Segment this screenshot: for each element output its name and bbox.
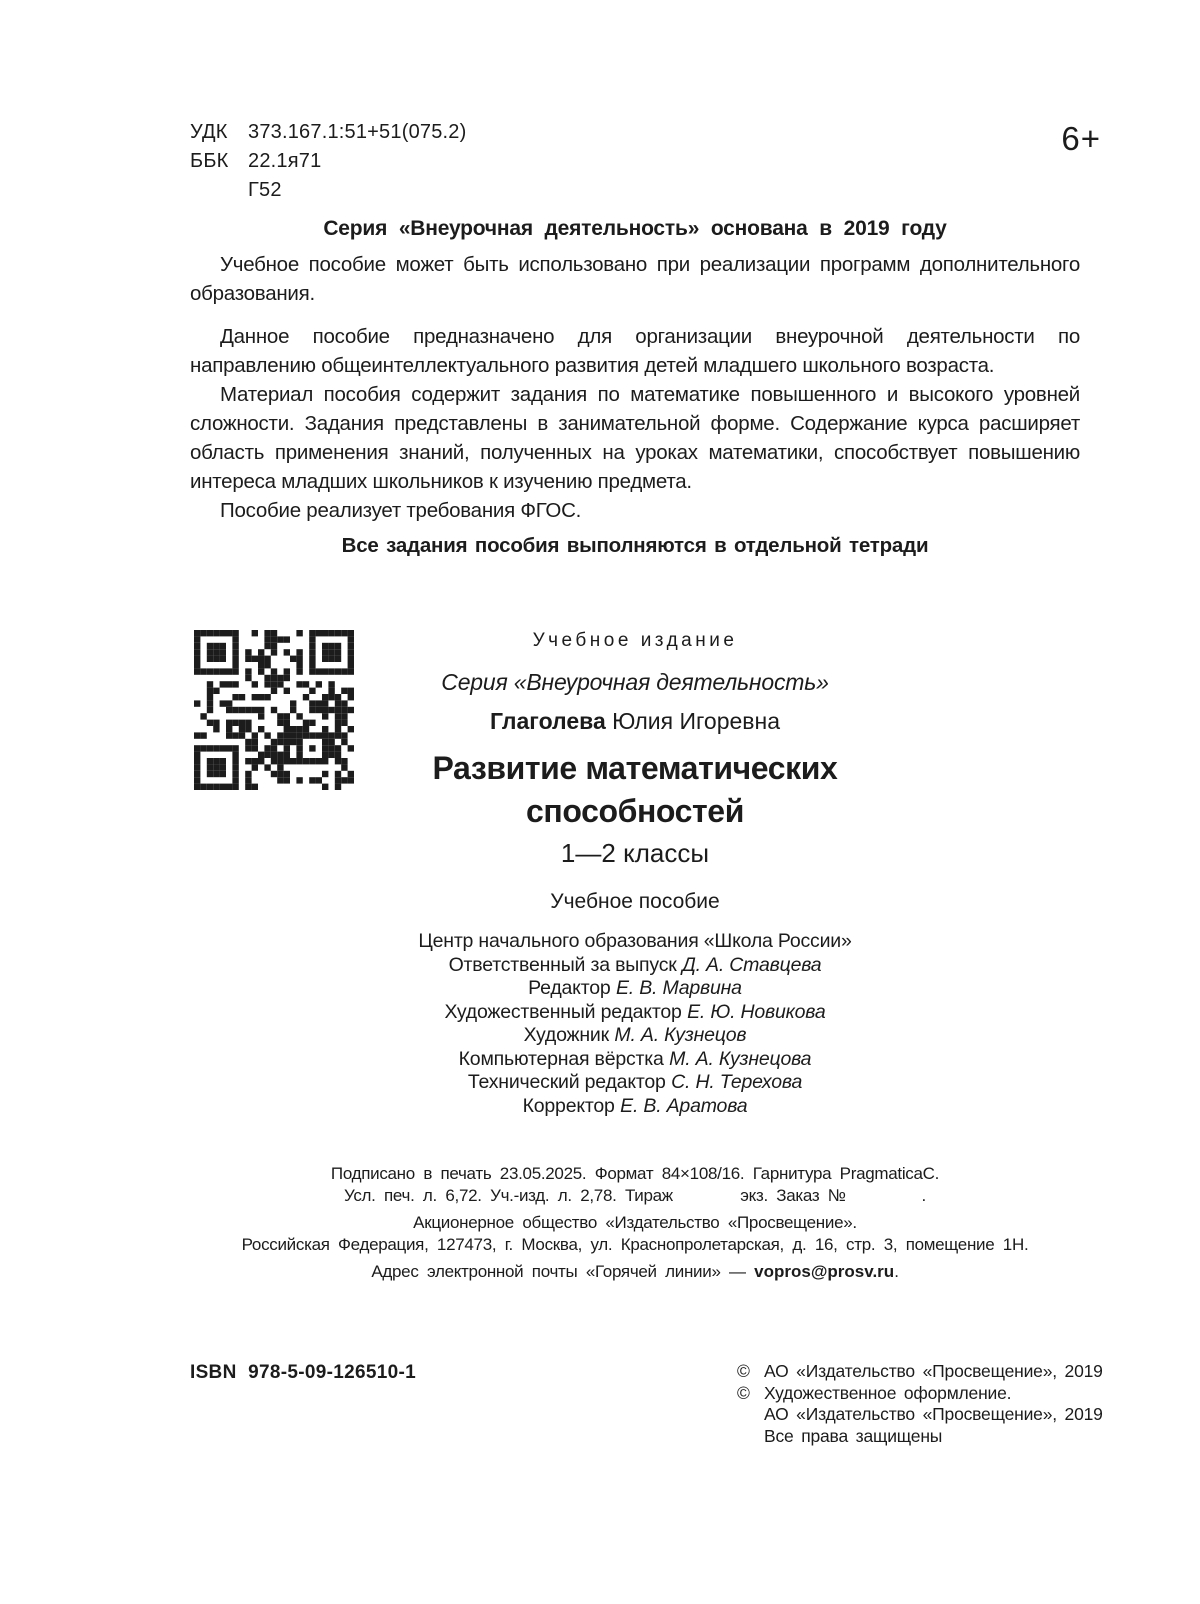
book-title-line2: способностей bbox=[526, 793, 744, 829]
credit-line: Корректор Е. В. Аратова bbox=[522, 1094, 748, 1117]
age-rating-badge: 6+ bbox=[1061, 120, 1101, 157]
book-title-line1: Развитие математических bbox=[432, 750, 838, 786]
annotation-paragraph: Учебное пособие может быть использовано при реализации программ дополнительного образования. bbox=[190, 253, 1080, 305]
classification-block bbox=[190, 118, 466, 205]
udk-value: 373.167.1:51+51(075.2) bbox=[248, 121, 467, 143]
credit-line: Центр начального образования «Школа России» bbox=[418, 930, 852, 952]
edition-block bbox=[190, 630, 1080, 1118]
udk-line bbox=[190, 118, 466, 147]
annotation-paragraph: Пособие реализует требования ФГОС. bbox=[220, 499, 582, 522]
print-imprint-block bbox=[190, 1163, 1080, 1283]
edition-kind: Учебное издание bbox=[532, 630, 738, 651]
author-given-names: Юлия Игоревна bbox=[612, 708, 780, 734]
copyright-block bbox=[737, 1361, 1103, 1447]
udk-label: УДК bbox=[190, 121, 228, 143]
annotation-block bbox=[190, 250, 1080, 525]
author-surname: Глаголева bbox=[490, 708, 606, 734]
publisher-address: Российская Федерация, 127473, г. Москва, ул. Краснопролетарская, д. 16, стр. 3, помещение 1Н. bbox=[241, 1235, 1029, 1254]
hotline-email-line: Адрес электронной почты «Горячей линии» — vopros@prosv.ru. bbox=[371, 1262, 899, 1281]
credit-line: Ответственный за выпуск Д. А. Ставцева bbox=[448, 953, 822, 976]
credit-line: Компьютерная вёрстка М. А. Кузнецова bbox=[458, 1047, 812, 1070]
grades-line: 1—2 классы bbox=[560, 838, 710, 868]
copyright-line: © Художественное оформление. bbox=[737, 1382, 1012, 1403]
author-sign-code: Г52 bbox=[248, 179, 282, 201]
copyright-line: Все права защищены bbox=[764, 1425, 943, 1446]
credit-line: Технический редактор С. Н. Терехова bbox=[467, 1071, 803, 1093]
workbook-note: Все задания пособия выполняются в отдельной тетради bbox=[341, 534, 929, 557]
copyright-sign: © bbox=[737, 1382, 750, 1403]
copyright-sign: © bbox=[737, 1361, 750, 1381]
bbk-label: ББК bbox=[190, 150, 229, 172]
author-line bbox=[190, 708, 1080, 735]
copyright-line: © АО «Издательство «Просвещение», 2019 bbox=[737, 1361, 1103, 1381]
credit-line: Художник М. А. Кузнецов bbox=[523, 1024, 747, 1046]
bbk-value: 22.1я71 bbox=[248, 150, 322, 172]
annotation-paragraph: Данное пособие предназначено для организации внеурочной деятельности по направлению общеинтеллектуального развития детей младшего школьного возраста. bbox=[190, 325, 1080, 377]
edition-subtitle: Учебное пособие bbox=[550, 890, 720, 913]
imprint-line: Усл. печ. л. 6,72. Уч.-изд. л. 2,78. Тираж экз. Заказ № . bbox=[344, 1186, 926, 1205]
publisher-line: Акционерное общество «Издательство «Просвещение». bbox=[413, 1213, 857, 1232]
imprint-line: Подписано в печать 23.05.2025. Формат 84×108/16. Гарнитура PragmaticaC. bbox=[330, 1164, 940, 1183]
annotation-paragraph: Материал пособия содержит задания по математике повышенного и высокого уровней сложности. Задания представлены в занимательной форме. Содержание курса расширяет область применения знаний, полученных на уроках математики, способствует повышению интереса младших школьников к изучению предмета. bbox=[190, 383, 1080, 493]
credit-line: Редактор Е. В. Марвина bbox=[528, 977, 742, 999]
isbn-line: ISBN 978-5-09-126510-1 bbox=[190, 1362, 416, 1383]
bbk-line bbox=[190, 147, 466, 176]
credits-block bbox=[190, 930, 1080, 1118]
credit-line: Художественный редактор Е. Ю. Новикова bbox=[444, 1000, 826, 1023]
hotline-email: vopros@prosv.ru bbox=[754, 1262, 895, 1281]
book-title bbox=[190, 747, 1080, 833]
series-founding-note: Серия «Внеурочная деятельность» основана в 2019 году bbox=[323, 217, 947, 240]
edition-series: Серия «Внеурочная деятельность» bbox=[441, 669, 829, 695]
copyright-line: АО «Издательство «Просвещение», 2019 bbox=[764, 1404, 1103, 1424]
